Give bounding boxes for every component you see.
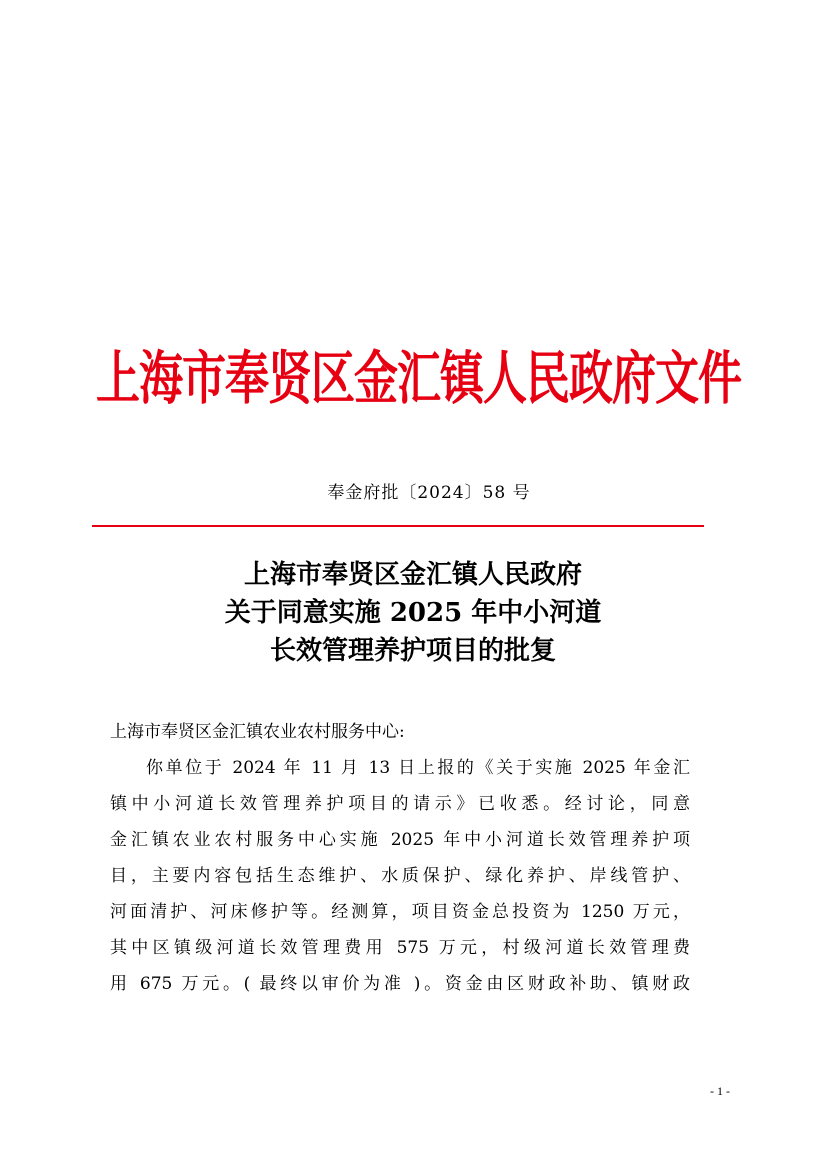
document-body [110, 714, 690, 1002]
title-line-3: 长效管理养护项目的批复 [269, 636, 556, 666]
body-line-7: 用 675 万元。( 最终以审价为准 )。资金由区财政补助、镇财政 [110, 974, 690, 994]
body-line-4: 目，主要内容包括生态维护、水质保护、绿化养护、岸线管护、 [110, 866, 690, 886]
body-line-2: 镇中小河道长效管理养护项目的请示》已收悉。经讨论，同意 [110, 794, 690, 814]
salutation: 上海市奉贤区金汇镇农业农村服务中心: [110, 722, 405, 742]
title-line-1: 上海市奉贤区金汇镇人民政府 [243, 560, 582, 590]
body-line-6: 其中区镇级河道长效管理费用 575 万元，村级河道长效管理费 [110, 938, 690, 958]
document-masthead: 上海市奉贤区金汇镇人民政府文件 [96, 346, 741, 413]
page-number: - 1 - [710, 1084, 730, 1098]
body-line-5: 河面清护、河床修护等。经测算，项目资金总投资为 1250 万元， [110, 902, 690, 922]
document-number: 奉金府批〔2024〕58 号 [327, 483, 531, 503]
body-line-3: 金汇镇农业农村服务中心实施 2025 年中小河道长效管理养护项 [110, 830, 690, 850]
title-line-2: 关于同意实施 2025 年中小河道 [224, 598, 602, 628]
document-title [110, 556, 716, 670]
body-line-1: 你单位于 2024 年 11 月 13 日上报的《关于实施 2025 年金汇 [146, 758, 690, 778]
red-divider-line [92, 525, 704, 527]
